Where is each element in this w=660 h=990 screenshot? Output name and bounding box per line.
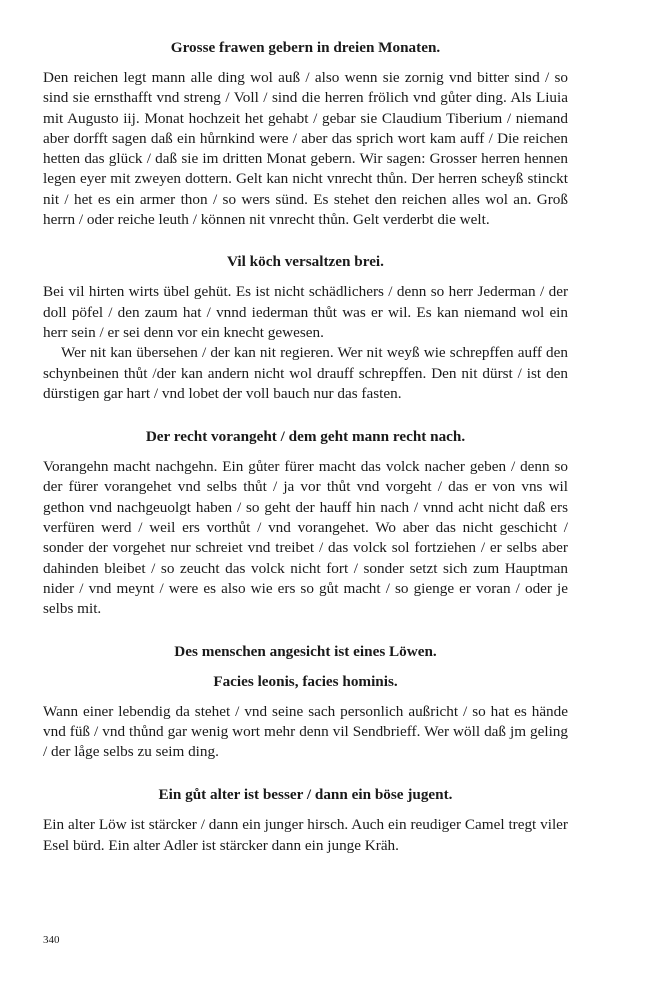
page-body: [43, 38, 568, 856]
page-number: 340: [43, 934, 60, 946]
section-subheading: Facies leonis, facies hominis.: [213, 672, 398, 690]
section: [43, 427, 568, 619]
section-paragraph: Wer nit kan übersehen / der kan nit regieren. Wer nit weyß wie schrepffen auff den schynbeinen thůt /der kan andern nicht wol drauff schrepffen. Den nit dürst / ist den dürstigen gar hart / vnd lobet der voll bauch nur das fasten.: [43, 344, 568, 402]
section-paragraph: Vorangehn macht nachgehn. Ein gůter fürer macht das volck nacher geben / denn so der fürer vorangehet vnd selbs thůt / ja vor thůt vnd vorgeht / das er von vns wil gethon vnd nachgeuolgt haben / so geht der hauff hin nach / vnnd acht nicht daß ers verfüren werd / weil ers vorthůt / vnd vorangehet. Wo aber das nicht geschicht / sonder der vorgehet nur schreiet vnd treibet / das volck sol fortziehen / er selbs aber dahinden bleibet / so zeucht das volck nicht fort / sonder setzt sich zum Hauptman nider / vnd meynt / were es also wie ers so gůt macht / so gienge er voran / oder je selbs mit.: [43, 458, 568, 618]
section-paragraph: Ein alter Löw ist stärcker / dann ein junger hirsch. Auch ein reudiger Camel tregt viler Esel bürd. Ein alter Adler ist stärcker dann ein junge Kräh.: [43, 816, 568, 854]
section-heading: Grosse frawen gebern in dreien Monaten.: [170, 39, 441, 56]
section-heading: Ein gůt alter ist besser / dann ein böse jugent.: [158, 786, 453, 804]
section-heading: Der recht vorangeht / dem geht mann recht nach.: [145, 428, 466, 446]
section-heading: Des menschen angesicht ist eines Löwen.: [174, 642, 437, 660]
section-paragraph: Den reichen legt mann alle ding wol auß / also wenn sie zornig vnd bitter sind / so sind sie ernsthafft vnd streng / Voll / sind die herren frölich vnd gůter ding. Als Liuia mit Augusto iij. Monat hochzeit het gehabt / gebar sie Claudium Tiberium / niemand aber dorfft sagen daß ein hůrnkind were / aber das sprich wort kam auff / Die reichen hetten das glück / daß sie im dritten Monat gebern. Wir sagen: Grosser herren hennen legen eyer mit zweyen dottern. Gelt kan nicht vnrecht thůn. Der herren scheyß stinckt nit / het es ein armer thon / so wers sünd. Es stehet den reichen alles wol an. Groß herrn / oder reiche leuth / können nit vnrecht thůn. Gelt verderbt die welt.: [43, 69, 568, 229]
section: [43, 642, 568, 763]
section: [43, 38, 568, 230]
section-paragraph: Wann einer lebendig da stehet / vnd seine sach personlich außricht / so hat es hände vnd füß / vnd thůnd gar wenig wort mehr denn vil Sendbrieff. Wer wöll daß jm geling / der låge selbs zu seim ding.: [43, 702, 568, 761]
section-paragraph: Bei vil hirten wirts übel gehüt. Es ist nicht schädlichers / denn so herr Jederman / der doll pöfel / den zaum hat / vnnd iederman thůt was er wil. Es kan niemand wol ein herr sein / er sei denn vor ein knecht gewesen.: [43, 283, 568, 341]
section: [43, 785, 568, 856]
section-heading: Vil köch versaltzen brei.: [227, 253, 384, 271]
section: [43, 252, 568, 404]
